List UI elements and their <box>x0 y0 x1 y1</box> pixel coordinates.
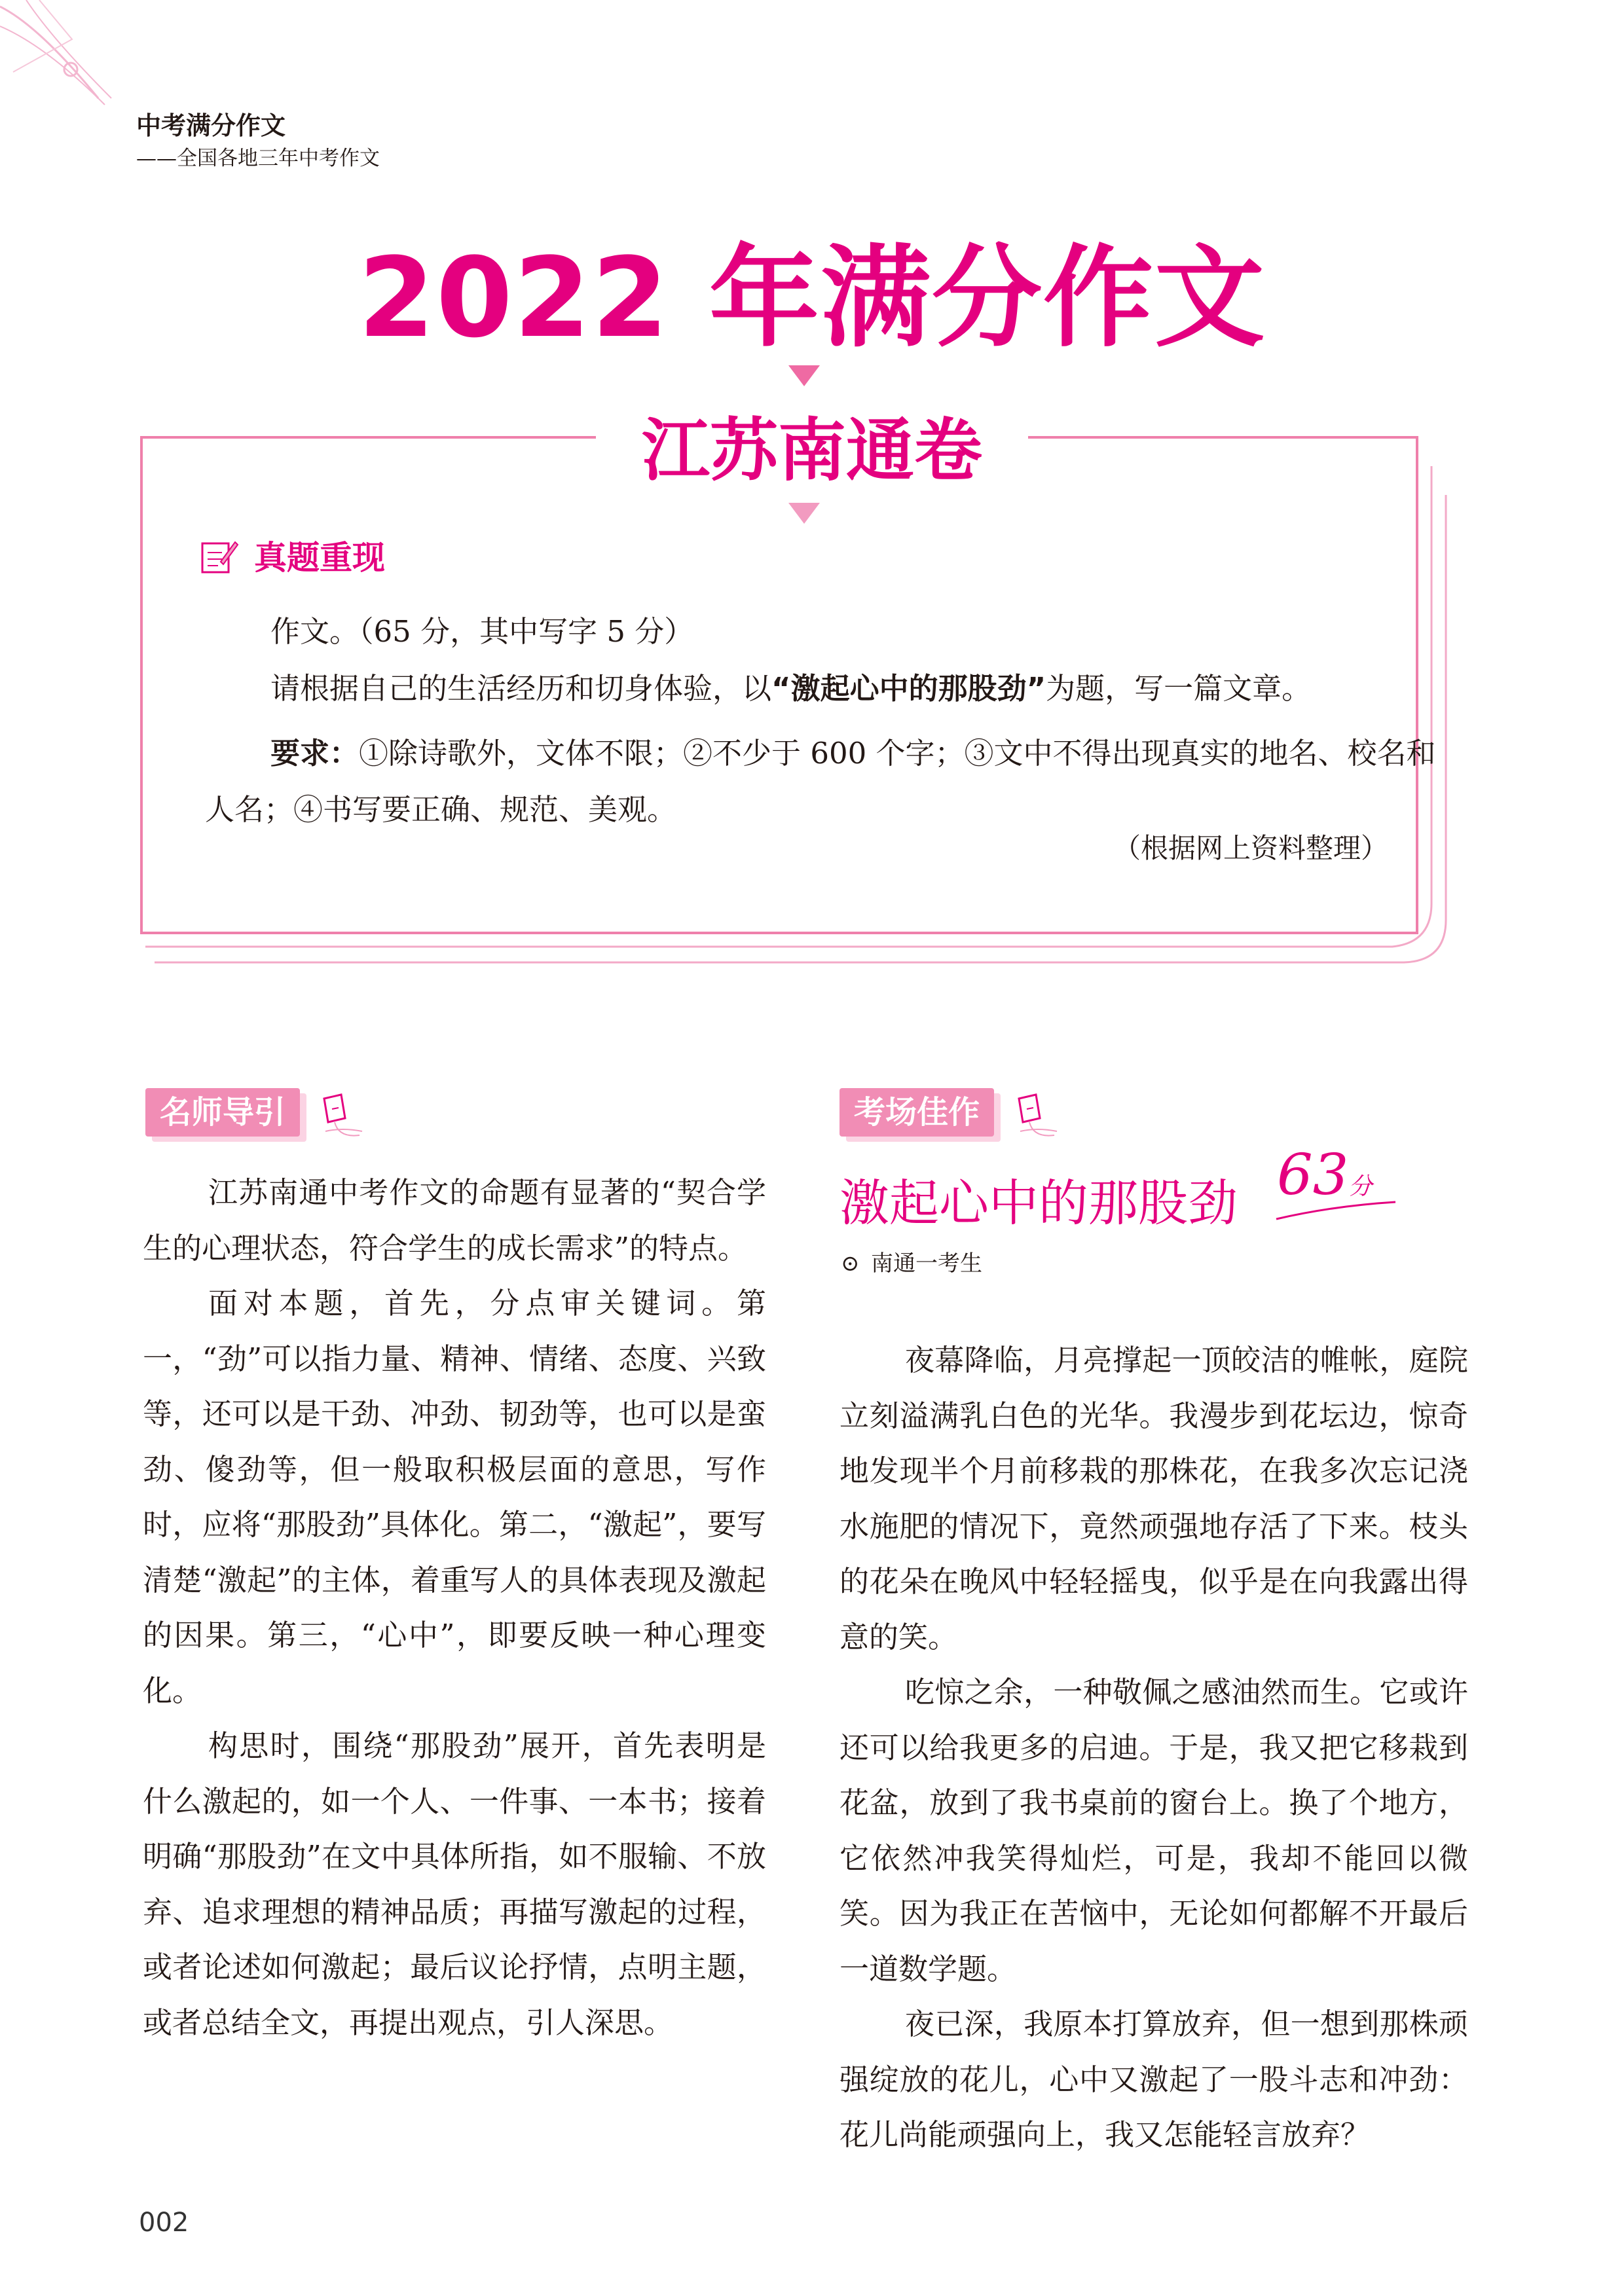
book-subtitle: ——全国各地三年中考作文 <box>136 147 380 170</box>
problem-topic: “激起心中的那股劲” <box>771 671 1046 706</box>
problem-line-2-before: 请根据自己的生活经历和切身体验，以 <box>270 671 772 706</box>
guide-paragraph: 面对本题，首先，分点审关键词。第一，“劲”可以指力量、精神、情绪、态度、兴致等，还可以是干劲、冲劲、韧劲等，也可以是蛮劲、傻劲等，但一般取积极层面的意思，写作时，应将“那股劲”具体化。第二，“激起”，要写清楚“激起”的主体，着重写人的具体表现及激起的因果。第三，“心中”，即要反映一种心理变化。 <box>143 1286 766 1708</box>
essay-body <box>840 1333 1468 2163</box>
essay-badge: 考场佳作 <box>840 1088 994 1137</box>
page-number: 002 <box>139 2208 189 2238</box>
score-number: 63 <box>1277 1142 1349 1208</box>
problem-heading: 真题重现 <box>254 539 385 577</box>
score-underline <box>1274 1197 1398 1223</box>
edit-note-icon <box>200 537 239 576</box>
score-unit: 分 <box>1348 1173 1373 1200</box>
problem-requirements <box>205 725 1436 838</box>
author-icon: ⊙ <box>841 1250 860 1277</box>
pen-icon <box>1014 1092 1060 1144</box>
essay-paragraph: 夜已深，我原本打算放弃，但一想到那株顽强绽放的花儿，心中又激起了一股斗志和冲劲：花儿尚能顽强向上，我又怎能轻言放弃？ <box>840 2007 1468 2152</box>
guide-paragraph: 江苏南通中考作文的命题有显著的“契合学生的心理状态，符合学生的成长需求”的特点。 <box>143 1175 766 1266</box>
problem-source: （根据网上资料整理） <box>1113 832 1388 864</box>
teacher-guide-badge: 名师导引 <box>145 1088 300 1137</box>
problem-line-2 <box>205 669 1423 708</box>
teacher-guide-text <box>143 1165 766 2050</box>
essay-paragraph: 夜幕降临，月亮撑起一顶皎洁的帷帐，庭院立刻溢满乳白色的光华。我漫步到花坛边，惊奇地发现半个月前移栽的那株花，在我多次忘记浇水施肥的情况下，竟然顽强地存活了下来。枝头的花朵在晚风中轻轻摇曳，似乎是在向我露出得意的笑。 <box>840 1343 1468 1654</box>
essay-author: 南通一考生 <box>871 1250 982 1277</box>
main-title: 2022 年满分作文 <box>358 234 1266 362</box>
requirements-text: ①除诗歌外，文体不限；②不少于 600 个字；③文中不得出现真实的地名、校名和人名；④书写要正确、规范、美观。 <box>205 736 1436 827</box>
requirements-label: 要求： <box>270 736 360 771</box>
problem-line-2-after: 为题，写一篇文章。 <box>1046 671 1312 706</box>
essay-title: 激起心中的那股劲 <box>840 1174 1238 1232</box>
book-title: 中考满分作文 <box>136 111 286 140</box>
problem-line-1: 作文。（65 分，其中写字 5 分） <box>270 614 694 649</box>
pen-icon <box>319 1092 365 1144</box>
essay-paragraph: 吃惊之余，一种敬佩之感油然而生。它或许还可以给我更多的启迪。于是，我又把它移栽到花盆，放到了我书桌前的窗台上。换了个地方，它依然冲我笑得灿烂，可是，我却不能回以微笑。因为我正在苦恼中，无论如何都解不开最后一道数学题。 <box>840 1675 1468 1986</box>
region-title: 江苏南通卷 <box>641 410 982 490</box>
triangle-marker-bottom <box>788 503 820 524</box>
guide-paragraph: 构思时，围绕“那股劲”展开，首先表明是什么激起的，如一个人、一件事、一本书；接着明确“那股劲”在文中具体所指，如不服输、不放弃、追求理想的精神品质；再描写激起的过程，或者论述如何激起；最后议论抒情，点明主题，或者总结全文，再提出观点，引人深思。 <box>143 1728 766 2040</box>
